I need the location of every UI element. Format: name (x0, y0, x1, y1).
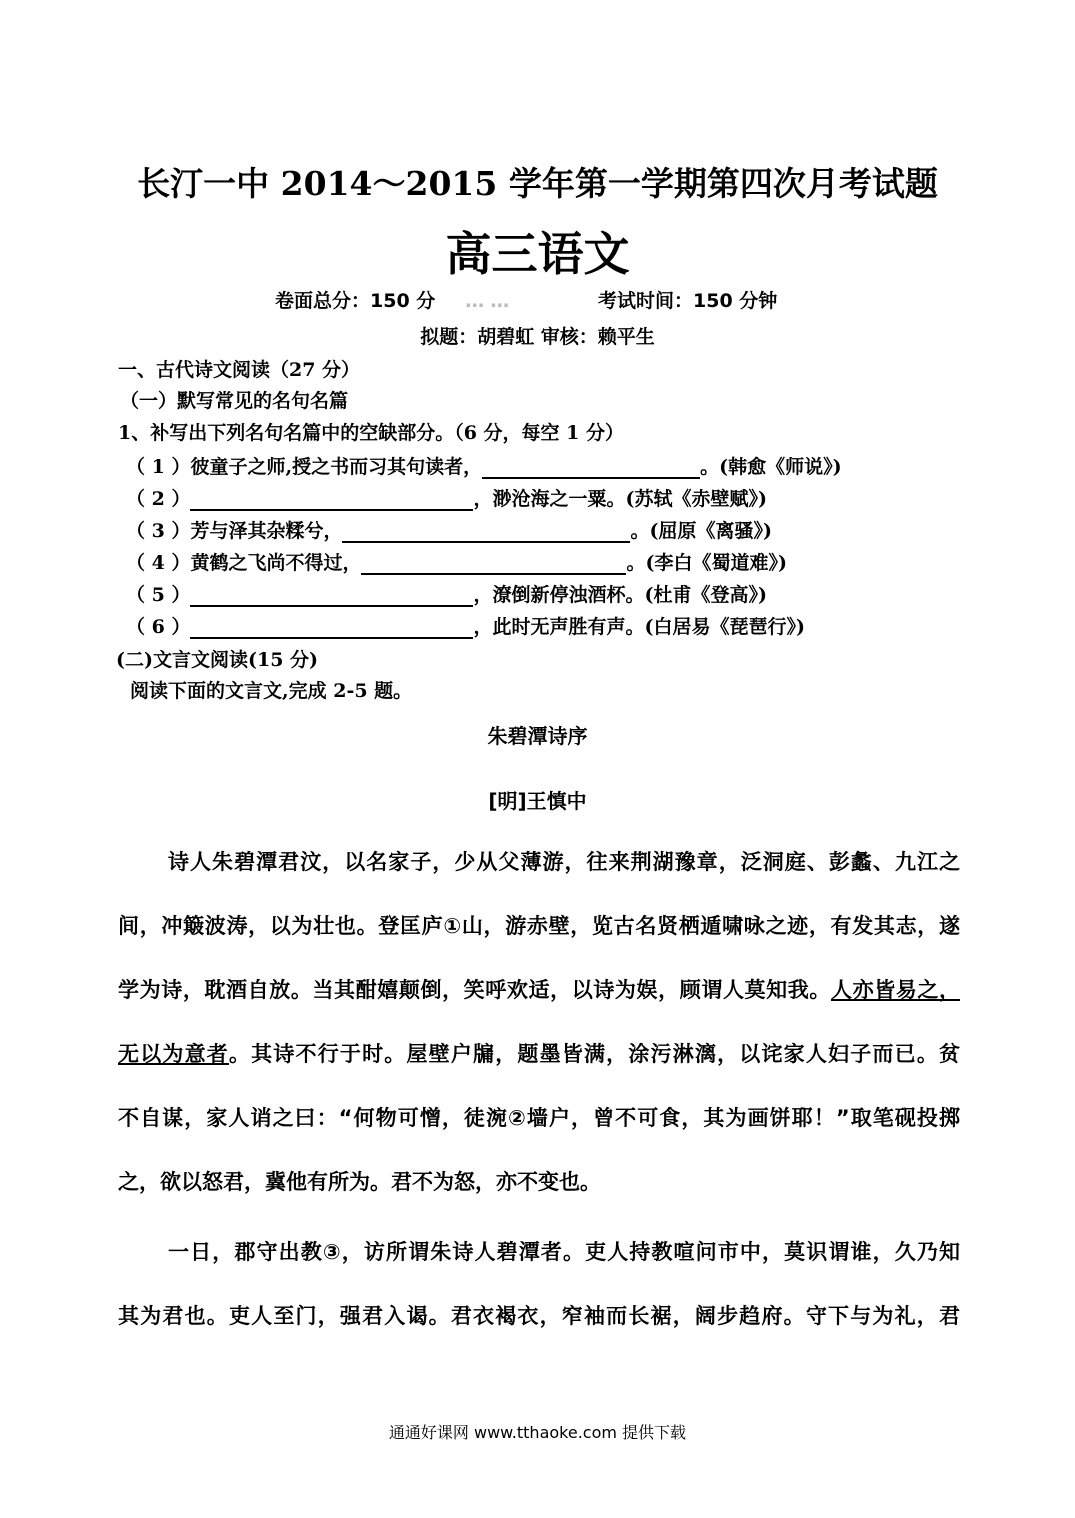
text-line: 一日，郡守出教③，访所谓朱诗人碧潭者。吏人持教喧问市中，莫识谓谁，久乃知 (168, 1240, 960, 1264)
text-line: 其为君也。吏人至门，强君入谒。君衣褐衣，窄袖而长裾，阔步趋府。守下与为礼，君 (118, 1304, 960, 1328)
exam-time: 考试时间：150 分钟 (598, 290, 778, 312)
text-line: 不自谋，家人诮之曰：“何物可憎，徒涴②墙户，曾不可食，其为画饼耶！”取笔砚投掷 (118, 1106, 960, 1130)
essay-author: [明]王慎中 (488, 789, 587, 813)
text-line: 诗人朱碧潭君汶，以名家子，少从父薄游，往来荆湖豫章，泛洞庭、彭蠡、九江之 (168, 850, 960, 874)
fill-item-1: （ 1 ）彼童子之师,授之书而习其句读者， 。(韩愈《师说》) (126, 456, 842, 478)
answer-blank[interactable] (342, 521, 630, 543)
text-line: 之，欲以怒君，冀他有所为。君不为怒，亦不变也。 (118, 1170, 601, 1194)
text-line: 无以为意者。其诗不行于时。屋壁户牖，题墨皆满，涂污淋漓，以诧家人妇子而已。贫 (118, 1042, 960, 1066)
exam-title: 长汀一中 2014～2015 学年第一学期第四次月考试题 (137, 164, 938, 203)
section-heading: 一、古代诗文阅读（27 分） (118, 359, 361, 381)
answer-blank[interactable] (190, 489, 473, 511)
fill-item-6: （ 6 ） ，此时无声胜有声。(白居易《琵琶行》) (126, 616, 805, 638)
answer-blank[interactable] (190, 585, 473, 607)
total-score (275, 286, 565, 313)
underlined-text: 无以为意者 (118, 1042, 229, 1066)
subject-title: 高三语文 (445, 227, 630, 281)
part2-prompt: 阅读下面的文言文,完成 2-5 题。 (130, 680, 413, 702)
dotted-spacer: …… (465, 290, 516, 312)
essay-paragraph-2 (118, 1220, 960, 1348)
underlined-text: 人亦皆易之， (830, 978, 960, 1002)
fill-item-4: （ 4 ）黄鹤之飞尚不得过， 。(李白《蜀道难》) (126, 552, 787, 574)
answer-blank[interactable] (361, 553, 626, 575)
question1-prompt: 1、补写出下列名句名篇中的空缺部分。（6 分，每空 1 分） (118, 422, 625, 444)
fill-item-5: （ 5 ） ，潦倒新停浊酒杯。(杜甫《登高》) (126, 584, 767, 606)
part2-heading: (二)文言文阅读(15 分) (116, 649, 319, 671)
answer-blank[interactable] (482, 457, 700, 479)
exam-authors: 拟题：胡碧虹 审核：赖平生 (420, 326, 655, 348)
page-footer: 通通好课网 www.tthaoke.com 提供下载 (388, 1423, 687, 1442)
text-line: 间，冲簸波涛，以为壮也。登匡庐①山，游赤壁，览古名贤栖遁啸咏之迹，有发其志，遂 (118, 914, 960, 938)
fill-item-2: （ 2 ） ，渺沧海之一粟。(苏轼《赤壁赋》) (126, 488, 767, 510)
fill-item-3: （ 3 ）芳与泽其杂糅兮， 。(屈原《离骚》) (126, 520, 772, 542)
part1-heading: （一）默写常见的名句名篇 (120, 390, 349, 412)
answer-blank[interactable] (190, 617, 473, 639)
essay-paragraph-1 (118, 830, 960, 1214)
total-score-text: 卷面总分：150 分 (275, 290, 436, 312)
text-line: 学为诗，耽酒自放。当其酣嬉颠倒，笑呼欢适，以诗为娱，顾谓人莫知我。人亦皆易之， (118, 978, 960, 1002)
essay-title: 朱碧潭诗序 (487, 724, 588, 748)
